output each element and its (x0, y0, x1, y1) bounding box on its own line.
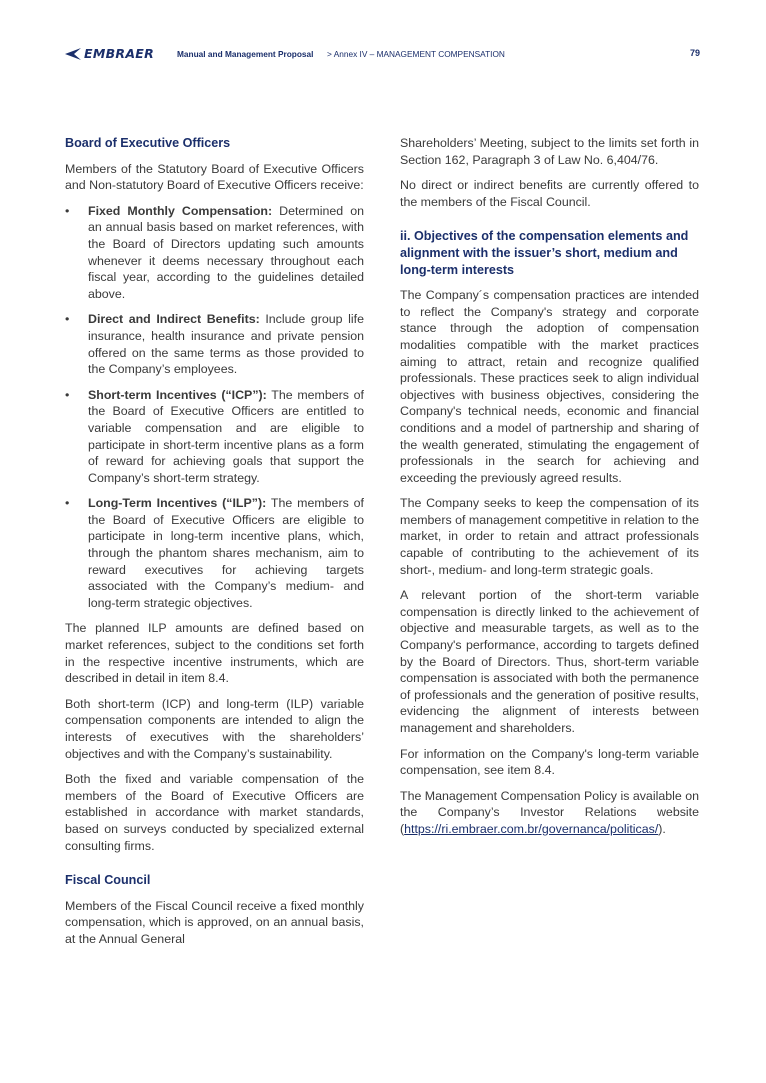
list-item (65, 203, 364, 303)
page-number: 79 (689, 48, 700, 58)
board-intro: Members of the Statutory Board of Executive Officers and Non-statutory Board of Executive Officers receive: (65, 161, 364, 193)
list-item (65, 387, 364, 487)
compensation-list (65, 203, 364, 612)
market-standards-paragraph: Both the fixed and variable compensation of the members of the Board of Executive Officers are established in accordance with market standards, based on surveys conducted by specialized external consulting firms. (65, 772, 364, 853)
bullet-label: Short-term Incentives (“ICP”): (88, 387, 267, 402)
bullet-label: Direct and Indirect Benefits: (88, 312, 260, 327)
embraer-logo-icon (64, 47, 82, 61)
policy-text-end: ). (658, 821, 666, 836)
bullet-label: Fixed Monthly Compensation: (88, 203, 273, 218)
left-column (65, 135, 364, 957)
bullet-text: Include group life insurance, health insurance and private pension offered on the same terms as those provided to the Company’s employees. (88, 312, 364, 377)
right-column (400, 135, 699, 847)
bullet-text: The members of the Board of Executive Officers are eligible to participate in long-term incentive plans, which, through the phantom shares mechanism, aim to reward executives for achieving targets associated with the Company’s medium- and long-term strategic objectives. (88, 496, 364, 610)
long-term-info-paragraph: For information on the Company's long-term variable compensation, see item 8.4. (400, 746, 699, 778)
objectives-heading: ii. Objectives of the compensation elements and alignment with the issuer’s short, medium and long-term interests (400, 229, 689, 277)
fiscal-council-paragraph: Members of the Fiscal Council receive a fixed monthly compensation, which is approved, on an annual basis, at the Annual General (65, 898, 364, 946)
bullet-text: Determined on an annual basis based on market references, with the Board of Directors updating such amounts whenever it deems necessary throughout each fiscal year, according to the guidelines detailed above. (88, 203, 364, 301)
logo-text: EMBRAER (84, 46, 155, 61)
bullet-text: The members of the Board of Executive Officers are entitled to variable compensation and are eligible to participate in short-term incentive plans as a form of reward for achieving goals that support the Company’s short-term strategy. (88, 387, 364, 485)
embraer-logo (64, 46, 154, 61)
variable-compensation-paragraph: A relevant portion of the short-term variable compensation is directly linked to the achievement of objective and measurable targets, as well as to the Company's performance, according to targets defined by the Board of Directors. Thus, short-term variable compensation is associated with both the permanence of professionals and the generation of positive results, evidencing the alignment of interests between management and shareholders. (400, 588, 699, 735)
fiscal-council-heading: Fiscal Council (65, 873, 151, 888)
bullet-label: Long-Term Incentives (“ILP”): (88, 496, 267, 511)
document-title: Manual and Management Proposal (177, 49, 314, 59)
page-header (64, 46, 700, 62)
practices-paragraph: The Company´s compensation practices are intended to reflect the Company's strategy and corporate stance through the adoption of compensation modalities compatible with the market practices aiming to attract, retain and recognize qualified professionals. These practices seek to align individual objectives with business objectives, considering the Company's technical needs, economic and financial conditions and a model of partnership and sharing of the wealth generated, stimulating the engagement of professionals in the search for achieving and exceeding the previously agreed results. (400, 288, 699, 485)
board-heading: Board of Executive Officers (65, 136, 231, 150)
list-item (65, 311, 364, 377)
continuation-paragraph: Shareholders’ Meeting, subject to the limits set forth in Section 162, Paragraph 3 of Law No. 6,404/76. (400, 136, 699, 167)
no-benefits-paragraph: No direct or indirect benefits are currently offered to the members of the Fiscal Council. (400, 178, 699, 209)
list-item (65, 495, 364, 611)
section-breadcrumb: > Annex IV – MANAGEMENT COMPENSATION (327, 49, 505, 59)
policy-link[interactable]: https://ri.embraer.com.br/governanca/politicas/ (404, 821, 659, 836)
competitive-paragraph: The Company seeks to keep the compensation of its members of management competitive in relation to the market, in order to retain and attract professionals capable of contributing to the achievement of its short-, medium- and long-term strategic goals. (400, 496, 699, 577)
policy-text: The Management Compensation Policy is available on the Company’s Investor Relations website ( (400, 788, 699, 836)
policy-paragraph (400, 788, 699, 838)
alignment-paragraph: Both short-term (ICP) and long-term (ILP) variable compensation components are intended to align the interests of executives with the shareholders’ objectives and with the Company’s sustainability. (65, 696, 364, 761)
ilp-paragraph: The planned ILP amounts are defined based on market references, subject to the conditions set forth in the respective incentive instruments, which are described in detail in item 8.4. (65, 621, 364, 686)
